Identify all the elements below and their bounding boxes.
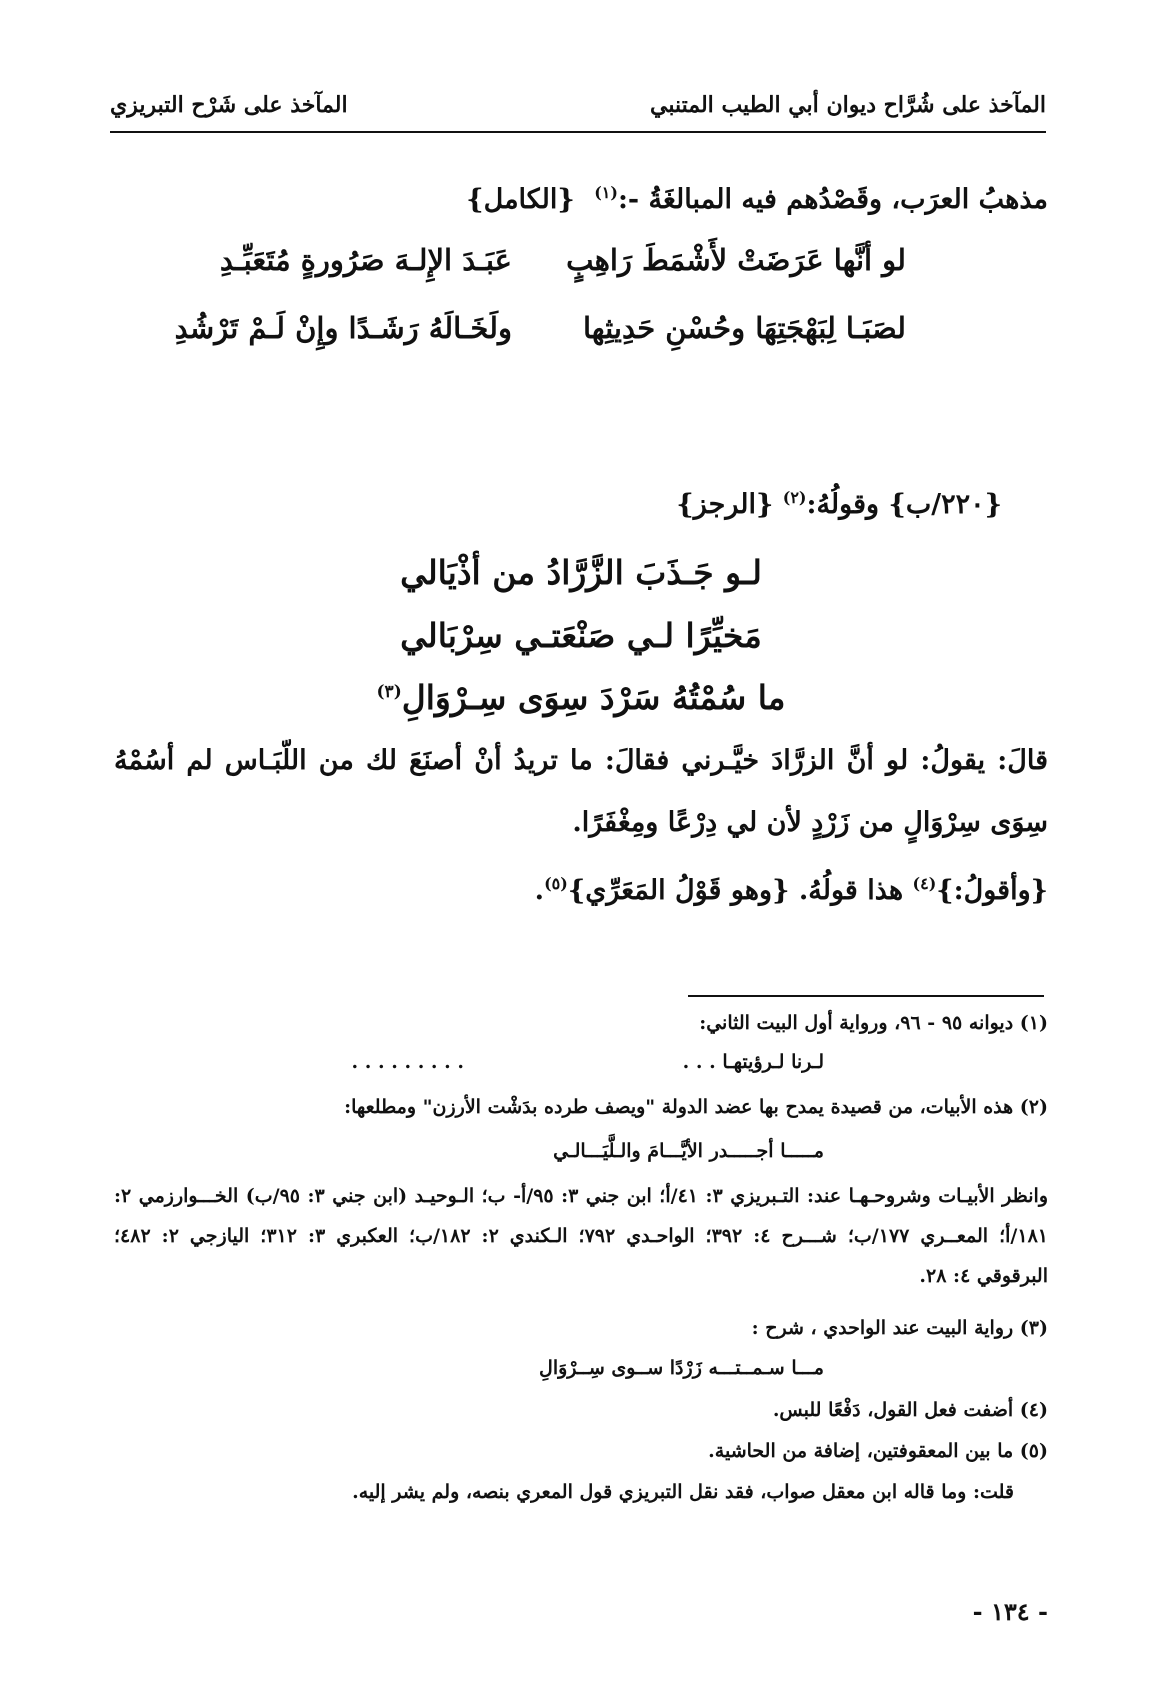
running-header [110,92,1046,132]
folio-ref-line [114,488,1002,520]
commentary-paragraph [114,730,1048,854]
header-section-title: المآخذ على شَرْح التبريزي [110,92,348,118]
footnote-3: (٣) رواية البيت عند الواحدي ، شرح : [751,1317,1048,1339]
rajaz-line-2 [0,616,1162,655]
rajaz-line-1 [0,553,1162,592]
verse-2-ajz: ولَخَـالَهُ رَشَـدًا وإِنْ لَـمْ تَرْشُدِ [174,311,512,345]
reply-end-mark: . [534,875,545,906]
meter-label: {الكامل} [466,184,575,215]
commentary-text: يقولُ: لو أنَّ الزرَّادَ خيَّـرني فقالَ: ما تريدُ أنْ أصنَعَ لك من اللّبَـاس لم أسُمْهُ سِوَى سِرْوَالٍ من زَرْدٍ لأن لي دِرْعًا ومِغْفَرًا. [114,745,1048,838]
footnote-1-verse-a: لـرنا لـرؤيتهـا . . . [682,1051,824,1073]
footnote-rule [688,995,1044,997]
footnote-1: (١) ديوانه ٩٥ - ٩٦، ورواية أول البيت الثاني: [699,1012,1048,1034]
rajaz-text: لـو جَـذَبَ الزَّرَّادُ من أذْيَالي [400,553,762,592]
verse-1-sadr: لو أنَّها عَرَضَتْ لأَشْمَطَ رَاهِبٍ [566,243,906,277]
header-book-title: المآخذ على شُرَّاح ديوان أبي الطيب المتنبي [650,92,1046,118]
intro-line [114,183,1048,215]
page-number: - ١٣٤ - [972,1597,1048,1626]
rajaz-line-3 [0,678,1162,717]
editor-note: قلت: وما قاله ابن معقل صواب، فقد نقل التبريزي قول المعري بنصه، ولم يشر إليه. [352,1481,1014,1503]
footnote-2-references: وانظر الأبيـات وشروحـهـا عند: التـبريزي ٣: ٤١/أ؛ ابن جني ٣: ٩٥/أ- ب؛ الـوحيـد (ابن جني ٣: ٩٥/ب) الخـــوارزمي ٢: ١٨١/أ؛ المعــري ١٧٧/ب؛ شـــرح ٤: ٣٩٢؛ الواحـدي ٧٩٢؛ الـكندي ٢: ١٨٢/ب؛ العكبري ٣: ٣١٢؛ اليازجي ٢: ٤٨٢؛ البرقوقي ٤: ٢٨. [114,1185,1048,1287]
footnote-ref-1: (١) [594,183,618,202]
footnote-ref-4: (٤) [912,874,937,893]
footnote-2-verse: مـــــا أجـــــدر الأيَّـــامَ والـلَّيَـــالـي [553,1140,824,1162]
footnote-1-verse-b: . . . . . . . . . [351,1051,464,1073]
verse-1-ajz: عَبَـدَ الإِلـهَ صَرُورةٍ مُتَعَبِّـدِ [219,243,512,277]
footnote-3-verse: مـــا سـمــتـــه زَرْدًا ســوى سِــرْوَالِ [539,1357,824,1379]
rajaz-text: مَخيِّرًا لـي صَنْعَتـي سِرْبَالي [400,616,762,655]
commentary-label: قالَ: [997,745,1048,776]
reply-label: {وأقولُ:} [936,875,1048,906]
footnote-ref-5: (٥) [544,874,568,893]
header-rule [110,131,1046,133]
verse-2-sadr: لصَبَـا لِبَهْجَتِهَا وحُسْنِ حَدِيثِها [582,311,906,345]
rajaz-text: ما سُمْتُهُ سَرْدَ سِوَى سِـرْوَالِ [401,678,786,717]
folio-marker: {٢٢٠/ب} [888,489,1002,520]
quote-label: وقولُهُ: [806,489,880,520]
reply-paragraph [114,853,1048,922]
reply-text: هذا قولُهُ. {وهو قَوْلُ المَعَرِّي} [567,875,904,906]
intro-text: مذهبُ العرَب، وقَصْدُهم فيه المبالغَةُ -: [617,184,1048,215]
footnote-2: (٢) هذه الأبيات، من قصيدة يمدح بها عضد الدولة "ويصف طرده بدَشْت الأرزن" ومطلعها: [344,1096,1048,1118]
meter-label: {الرجز} [676,489,774,520]
footnote-5: (٥) ما بين المعقوفتين، إضافة من الحاشية. [708,1440,1048,1462]
footnote-ref-2: (٢) [782,488,807,507]
footnote-4: (٤) أضفت فعل القول، دَفْعًا للبس. [772,1399,1048,1421]
footnote-ref-3: (٣) [376,682,402,702]
